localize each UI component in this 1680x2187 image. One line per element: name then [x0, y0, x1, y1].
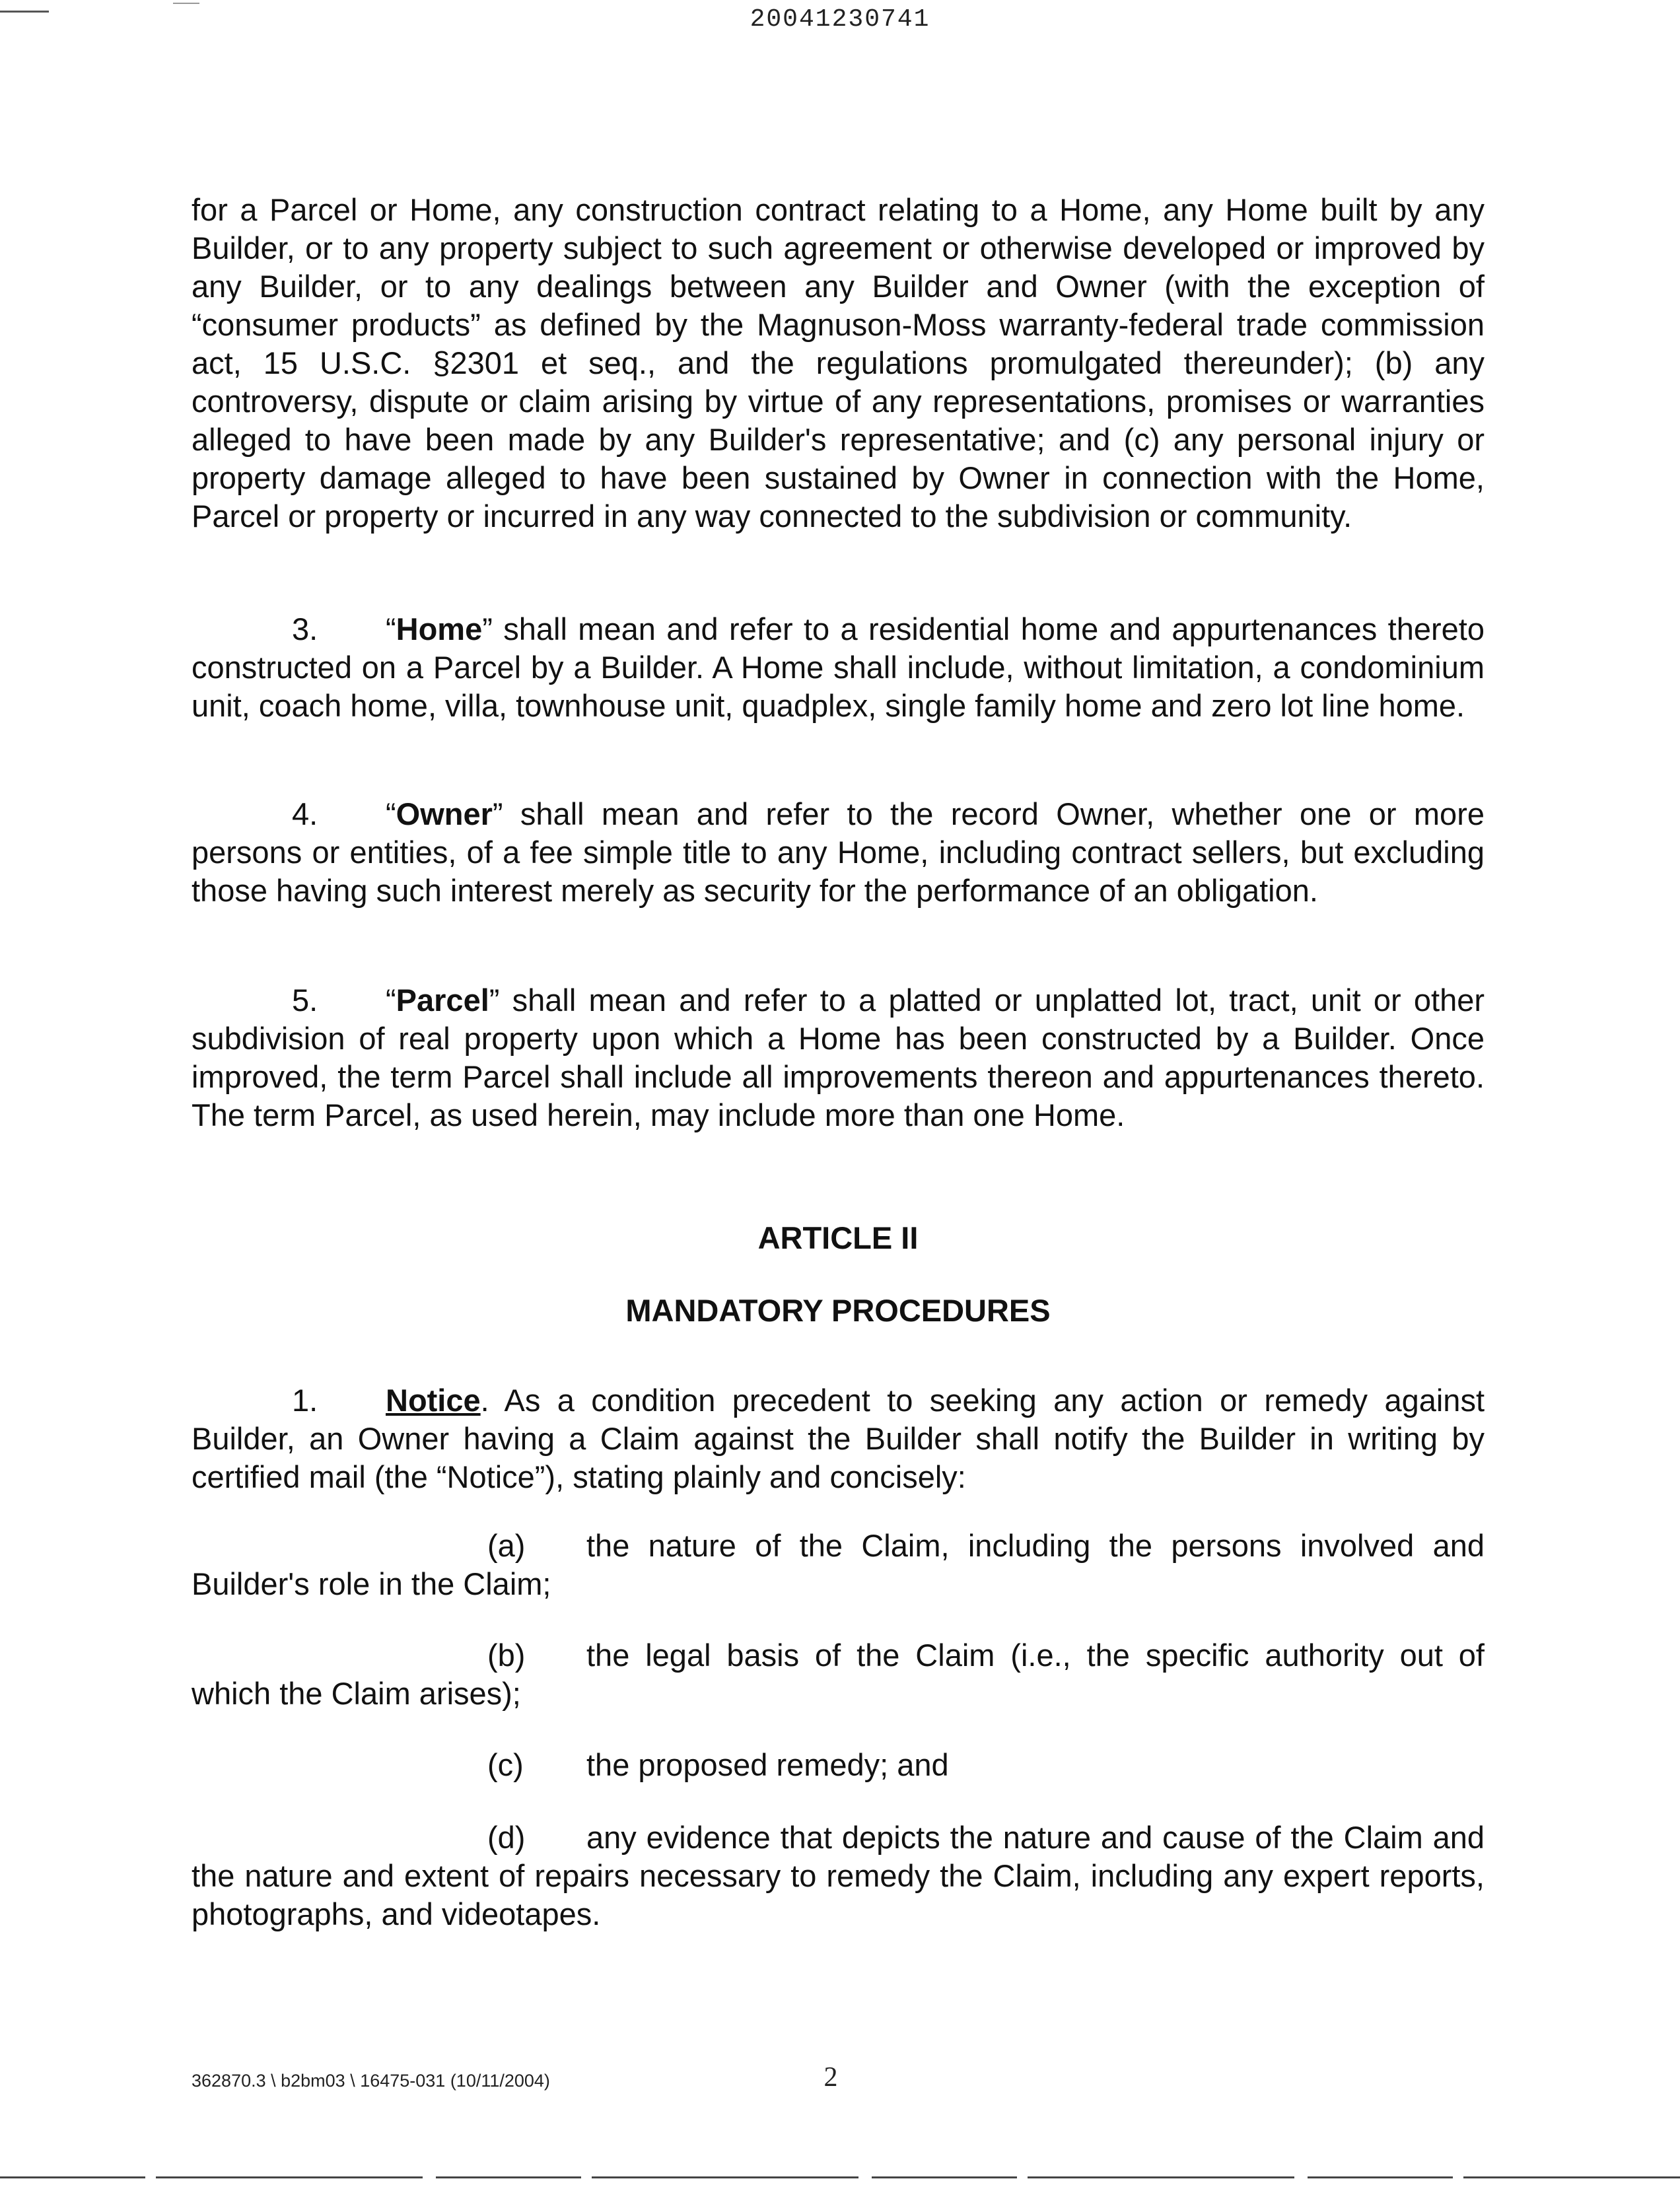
notice-item-b — [192, 1636, 1485, 1713]
notice-item-text: the legal basis of the Claim (i.e., the specific authority out of which the Claim arises); — [192, 1638, 1485, 1711]
definition-number: 3. — [292, 611, 318, 646]
bottom-rule — [0, 2176, 1680, 2178]
page-number: 2 — [823, 2062, 838, 2093]
definition-text: shall mean and refer to the record Owner, whether one or more persons or entities, of a fee simple title to any Home, including contract sellers, but excluding those having such interest merely as security for the performance of an obligation. — [192, 796, 1485, 908]
notice-number: 1. — [292, 1383, 318, 1418]
article-subtitle: MANDATORY PROCEDURES — [625, 1293, 1051, 1328]
notice-item-label: (c) — [487, 1747, 524, 1782]
continuation-paragraph — [192, 191, 1485, 536]
definition-text: shall mean and refer to a residential home and appurtenances thereto constructed on a Parcel by a Builder. A Home shall include, without limitation, a condominium unit, coach home, villa, townhouse unit, quadplex, single family home and zero lot line home. — [192, 611, 1485, 723]
continuation-paragraph-text: for a Parcel or Home, any construction contract relating to a Home, any Home built by any Builder, or to any property subject to such agreement or otherwise developed or improved by any Builder, or to any dealings between any Builder and Owner (with the exception of “consumer products” as defined by the Magnuson-Moss warranty-federal trade commission act, 15 U.S.C. §2301 et seq., and the regulations promulgated thereunder); (b) any controversy, dispute or claim arising by virtue of any representations, promises or warranties alleged to have been made by any Builder's representative; and (c) any personal injury or property damage alleged to have been sustained by Owner in connection with the Home, Parcel or property or incurred in any way connected to the subdivision or community. — [192, 192, 1485, 534]
definition-home — [192, 610, 1485, 725]
notice-paragraph — [192, 1381, 1485, 1496]
definition-number: 5. — [292, 983, 318, 1018]
notice-item-d — [192, 1819, 1485, 1933]
definition-text: shall mean and refer to a platted or unplatted lot, tract, unit or other subdivision of real property upon which a Home has been constructed by a Builder. Once improved, the term Parcel shall include all improvements thereon and appurtenances thereto. The term Parcel, as used herein, may include more than one Home. — [192, 983, 1485, 1132]
notice-item-label: (b) — [487, 1638, 526, 1673]
close-quote: ” — [482, 611, 493, 646]
recording-number: 20041230741 — [750, 5, 930, 34]
footer-document-id: 362870.3 \ b2bm03 \ 16475-031 (10/11/2004) — [192, 2071, 550, 2091]
close-quote: ” — [489, 983, 500, 1018]
notice-text: . As a condition precedent to seeking any action or remedy against Builder, an Owner having a Claim against the Builder shall notify the Builder in writing by certified mail (the “Notice”), stating plainly and concisely: — [192, 1383, 1485, 1494]
definition-term: Parcel — [396, 983, 489, 1018]
notice-item-label: (a) — [487, 1528, 526, 1563]
notice-item-label: (d) — [487, 1820, 526, 1855]
definition-parcel — [192, 981, 1485, 1134]
article-title: ARTICLE II — [757, 1220, 919, 1255]
notice-item-text: any evidence that depicts the nature and cause of the Claim and the nature and extent of repairs necessary to remedy the Claim, including any expert reports, photographs, and videotapes. — [192, 1820, 1485, 1931]
close-quote: ” — [492, 796, 503, 831]
definition-term: Owner — [396, 796, 493, 831]
definition-owner — [192, 795, 1485, 910]
definition-number: 4. — [292, 796, 318, 831]
notice-heading: Notice — [386, 1383, 481, 1418]
notice-item-text: the nature of the Claim, including the persons involved and Builder's role in the Claim; — [192, 1528, 1485, 1601]
top-scan-mark — [173, 3, 199, 4]
notice-item-a — [192, 1527, 1485, 1603]
notice-item-c — [192, 1746, 1485, 1784]
open-quote: “ — [386, 611, 396, 646]
notice-item-text: the proposed remedy; and — [586, 1747, 949, 1782]
open-quote: “ — [386, 796, 396, 831]
definition-term: Home — [396, 611, 483, 646]
open-quote: “ — [386, 983, 396, 1018]
